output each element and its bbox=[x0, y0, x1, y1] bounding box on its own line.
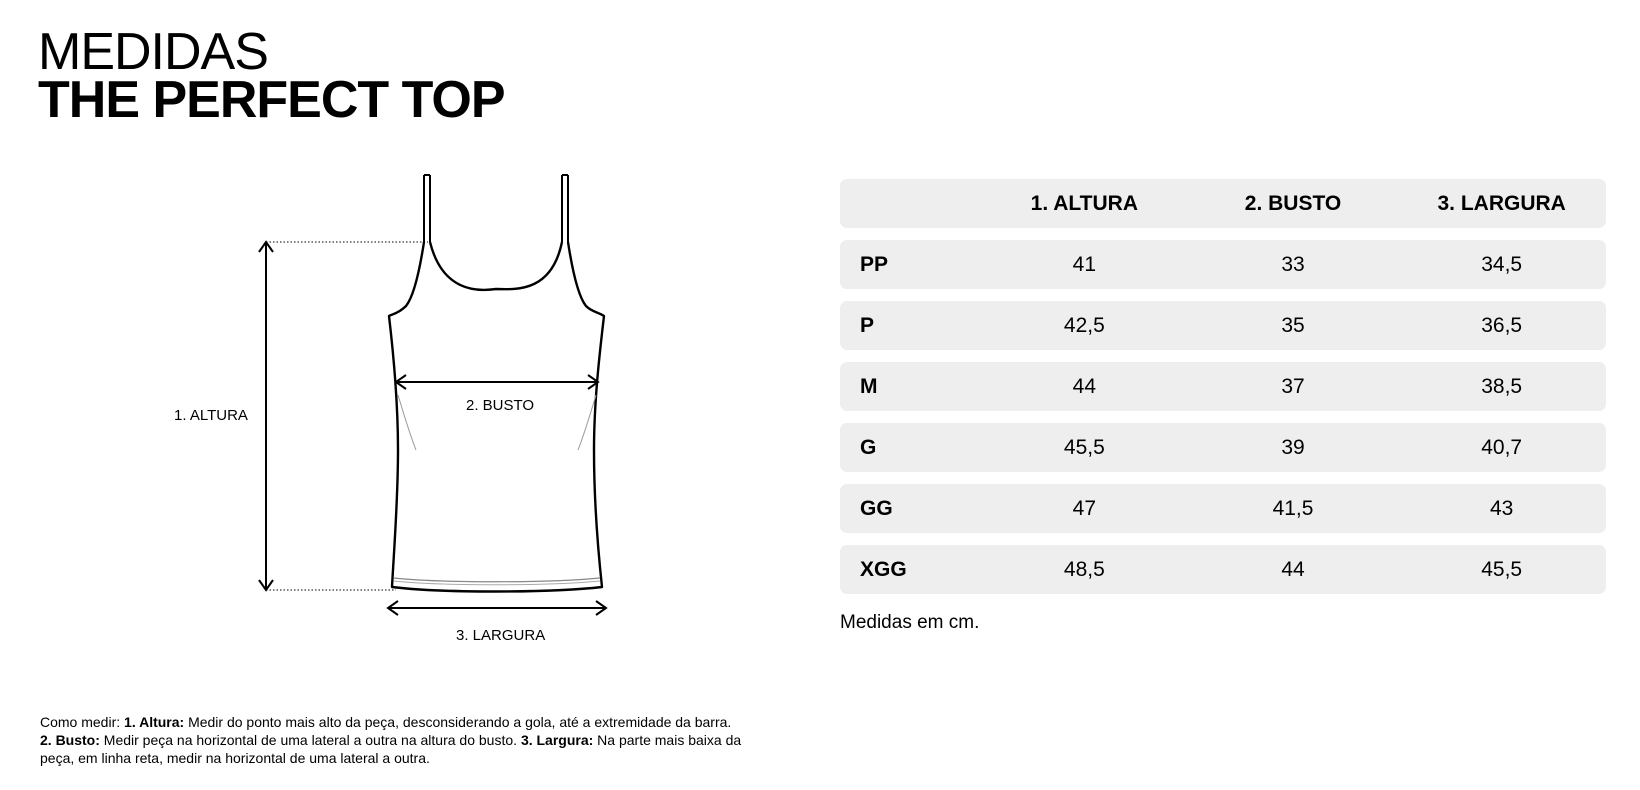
busto-value: 37 bbox=[1281, 374, 1305, 398]
largura-value: 43 bbox=[1490, 496, 1514, 520]
neckline bbox=[430, 242, 562, 290]
garment-body-outline bbox=[389, 242, 604, 592]
altura-value: 42,5 bbox=[1063, 313, 1105, 337]
size-label: G bbox=[860, 435, 877, 459]
busto-value: 39 bbox=[1281, 435, 1305, 459]
table-row bbox=[840, 484, 1606, 533]
size-label: GG bbox=[860, 496, 893, 520]
busto-value: 33 bbox=[1281, 252, 1305, 276]
table-header-row bbox=[840, 179, 1606, 228]
left-dart bbox=[398, 395, 416, 450]
largura-value: 36,5 bbox=[1481, 313, 1523, 337]
altura-value: 41 bbox=[1072, 252, 1097, 276]
left-strap bbox=[424, 175, 430, 242]
unit-note: Medidas em cm. bbox=[840, 612, 980, 633]
table-row bbox=[840, 362, 1606, 411]
largura-value: 40,7 bbox=[1481, 435, 1523, 459]
size-table bbox=[840, 179, 1606, 606]
size-label: XGG bbox=[860, 557, 907, 581]
page-title-product: THE PERFECT TOP bbox=[38, 71, 505, 129]
largura-value: 38,5 bbox=[1481, 374, 1523, 398]
instructions-busto-label: 2. Busto: bbox=[40, 732, 100, 748]
busto-value: 35 bbox=[1281, 313, 1305, 337]
label-busto: 2. BUSTO bbox=[466, 397, 535, 414]
header-altura: 1. ALTURA bbox=[1030, 191, 1138, 215]
hem-stitch bbox=[394, 578, 600, 582]
altura-value: 45,5 bbox=[1063, 435, 1105, 459]
header-busto: 2. BUSTO bbox=[1244, 191, 1342, 215]
page-title-medidas: MEDIDAS bbox=[38, 23, 268, 81]
instructions-busto-text: Medir peça na horizontal de uma lateral a outra na altura do busto. bbox=[99, 732, 521, 748]
altura-value: 47 bbox=[1072, 496, 1097, 520]
measuring-instructions bbox=[40, 713, 760, 767]
altura-value: 48,5 bbox=[1063, 557, 1105, 581]
table-row bbox=[840, 423, 1606, 472]
size-label: P bbox=[860, 313, 875, 337]
busto-value: 41,5 bbox=[1272, 496, 1314, 520]
garment-diagram bbox=[0, 0, 800, 660]
table-row bbox=[840, 301, 1606, 350]
label-altura: 1. ALTURA bbox=[174, 407, 248, 424]
right-strap bbox=[562, 175, 568, 242]
instructions-largura-text: Na parte mais baixa da peça, em linha reta, medir na horizontal de uma lateral a outra. bbox=[40, 732, 742, 766]
size-label: M bbox=[860, 374, 878, 398]
table-row bbox=[840, 240, 1606, 289]
instructions-intro: Como medir: bbox=[40, 714, 125, 730]
altura-value: 44 bbox=[1072, 374, 1097, 398]
instructions-altura-label: 1. Altura: bbox=[124, 714, 185, 730]
instructions-altura-text: Medir do ponto mais alto da peça, desconsiderando a gola, até a extremidade da barra. bbox=[184, 714, 732, 730]
instructions-largura-label: 3. Largura: bbox=[520, 732, 594, 748]
table-row bbox=[840, 545, 1606, 594]
label-largura: 3. LARGURA bbox=[456, 627, 546, 644]
size-label: PP bbox=[860, 252, 889, 276]
header-largura: 3. LARGURA bbox=[1437, 191, 1566, 215]
busto-value: 44 bbox=[1281, 557, 1305, 581]
largura-value: 34,5 bbox=[1481, 252, 1523, 276]
largura-value: 45,5 bbox=[1481, 557, 1523, 581]
